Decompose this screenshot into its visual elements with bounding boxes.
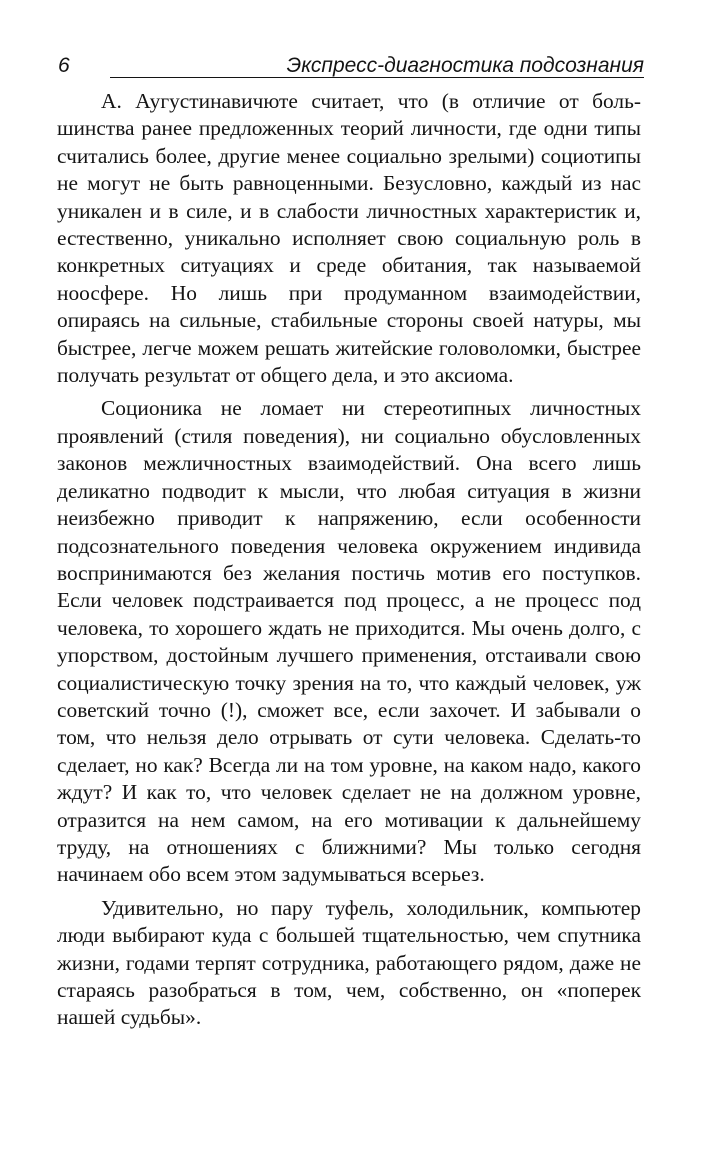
page-header (58, 50, 644, 80)
page-number: 6 (58, 54, 70, 77)
paragraph: Удивительно, но пару туфель, холодильник, компьютер люди выбирают куда с большей тщательностью, чем спутника жизни, годами терпят сотрудника, работающего рядом, даже не стараясь разобраться в том, чем, собственно, он «поперек нашей судьбы». (57, 895, 641, 1030)
paragraph: А. Аугустинавичюте считает, что (в отличие от большинства ранее предложенных теорий личности, где одни типы считались более, другие менее социально зрелыми) социотипы не могут не быть равноценными. Безусловно, каждый из нас уникален и в силе, и в слабости личностных характеристик и, естественно, уникально исполняет свою социальную роль в конкретных ситуациях и среде обитания, так называемой ноосфере. Но лишь при продуманном взаимодействии, опираясь на сильные, стабильные стороны своей натуры, мы быстрее, легче можем решать житейские головоломки, быстрее получать результат от общего дела, и это аксиома. (57, 89, 641, 388)
running-title: Экспресс-диагностика подсознания (286, 54, 644, 77)
paragraph: Соционика не ломает ни стереотипных личностных проявлений (стиля поведения), ни социально обусловленных законов межличностных взаимодействий. Она всего лишь деликатно подводит к мысли, что любая ситуация в жизни неизбежно приводит к напряжению, если особенности подсознательного поведения человека окружением индивида воспринимаются без желания постичь мотив его поступков. Если человек подстраивается под процесс, а не процесс под человека, то хорошего ждать не приходится. Мы очень долго, с упорством, достойным лучшего применения, отстаивали свою социалистическую точку зрения на то, что каждый человек, уж советский точно (!), сможет все, если захочет. И забывали о том, что нельзя дело отрывать от сути человека. Сделать-то сделает, но как? Всегда ли на том уровне, на каком надо, какого ждут? И как то, что человек сделает не на должном уровне, отразится на нем самом, на его мотивации к дальнейшему труду, на отношениях с ближними? Мы только сегодня начинаем обо всем этом задумываться всерьез. (57, 396, 641, 887)
body-text (57, 88, 641, 1038)
